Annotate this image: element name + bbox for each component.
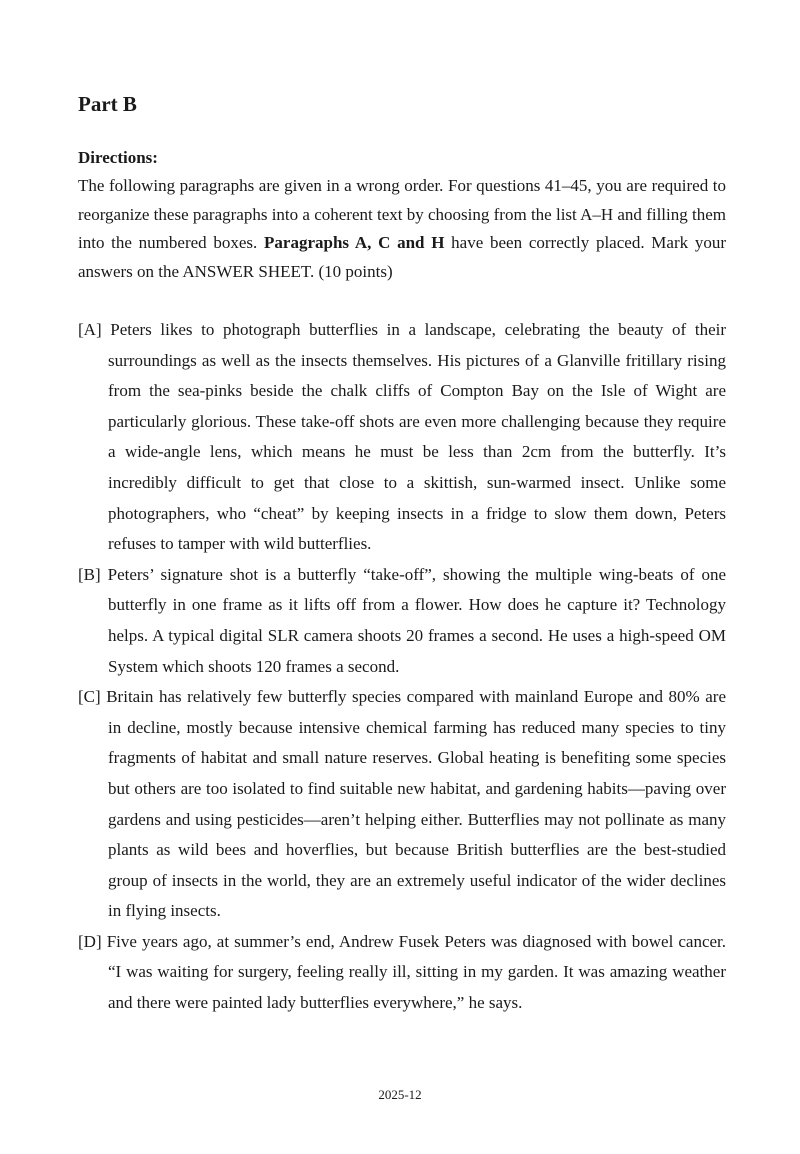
paragraph-label: [A]: [78, 320, 102, 339]
directions-label: Directions:: [78, 148, 158, 167]
paragraph-d: [78, 927, 726, 1019]
paragraph-label: [C]: [78, 687, 101, 707]
paragraph-text: Britain has relatively few butterfly species compared with mainland Europe and 80% are in decline, mostly because intensive chemical farming has reduced many species to tiny fragments of habitat and small nature reserves. Global heating is benefiting some species but others are too isolated to find suitable new habitat, and gardening habits—paving over gardens and using pesticides—aren’t helping either. Butterflies may not pollinate as many plants as wild bees and hoverflies, but because British butterflies are the best-studied group of insects in the world, they are an extremely useful indicator of the wider declines in flying insects.: [106, 687, 726, 921]
paragraph-text: Five years ago, at summer’s end, Andrew Fusek Peters was diagnosed with bowel cancer. “I was waiting for surgery, feeling really ill, sitting in my garden. It was amazing weather and there were painted lady butterflies everywhere,” he says.: [106, 931, 727, 1013]
paragraph-label: [B]: [78, 564, 101, 584]
paragraph-text: Peters’ signature shot is a butterfly “take-off”, showing the multiple wing-beats of one butterfly in one frame as it lifts off from a flower. How does he capture it? Technology helps. A typical digital SLR camera shoots 20 frames a second. He uses a high-speed OM System which shoots 120 frames a second.: [107, 564, 726, 676]
paragraph-b: [78, 560, 726, 682]
paragraph-list: [78, 315, 726, 1019]
part-title: Part B: [78, 92, 137, 116]
directions-text-part-2: have been correctly placed. Mark your answers on the ANSWER SHEET. (10 points): [78, 233, 727, 281]
page-number: 2025-12: [378, 1087, 422, 1102]
paragraph-c: [78, 682, 726, 927]
directions-bold-text: Paragraphs A, C and H: [264, 233, 445, 253]
directions-text: [78, 172, 726, 286]
paragraph-label: [D]: [78, 931, 102, 951]
paragraph-a: [78, 315, 726, 560]
directions-text-part-1: The following paragraphs are given in a wrong order. For questions 41–45, you are required to reorganize these paragraphs into a coherent text by choosing from the list A–H and filling them into the numbered boxes.: [78, 176, 726, 253]
paragraph-text: Peters likes to photograph butterflies in a landscape, celebrating the beauty of their surroundings as well as the insects themselves. His pictures of a Glanville fritillary rising from the sea-pinks beside the chalk cliffs of Compton Bay on the Isle of Wight are particularly glorious. These take-off shots are even more challenging because they require a wide-angle lens, which means he must be less than 2cm from the butterfly. It’s incredibly difficult to get that close to a skittish, sun-warmed insect. Unlike some photographers, who “cheat” by keeping insects in a fridge to slow them down, Peters refuses to tamper with wild butterflies.: [108, 320, 726, 554]
